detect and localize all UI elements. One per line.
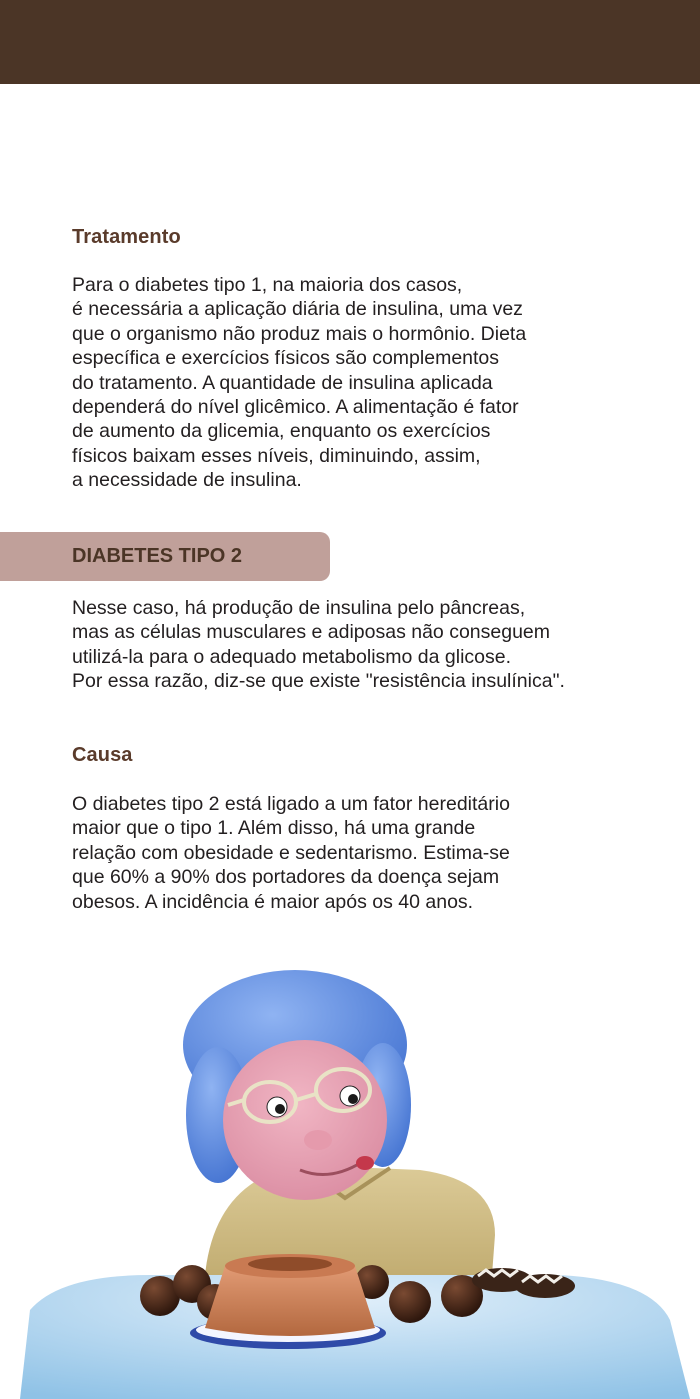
paragraph-line: Para o diabetes tipo 1, na maioria dos casos, — [72, 274, 463, 296]
type2-paragraph — [72, 596, 672, 694]
section-band-type2 — [0, 532, 330, 581]
paragraph-line: utilizá-la para o adequado metabolismo da glicose. — [72, 645, 512, 668]
paragraph-line: maior que o tipo 1. Além disso, há uma grande — [72, 817, 476, 840]
treatment-paragraph — [72, 273, 672, 493]
paragraph-line: obesos. A incidência é maior após os 40 anos. — [72, 890, 474, 913]
section-band-label: DIABETES TIPO 2 — [72, 545, 243, 567]
paragraph-line: do tratamento. A quantidade de insulina aplicada — [72, 371, 493, 394]
treatment-heading: Tratamento — [72, 226, 181, 248]
paragraph-line: é necessária a aplicação diária de insulina, uma vez — [72, 298, 523, 321]
paragraph-line: de aumento da glicemia, enquanto os exercícios — [72, 420, 491, 443]
paragraph-line: a necessidade de insulina. — [72, 469, 302, 492]
paragraph-line: O diabetes tipo 2 está ligado a um fator hereditário — [72, 793, 510, 815]
paragraph-line: específica e exercícios físicos são complementos — [72, 347, 500, 370]
grandmother-face — [223, 1040, 387, 1200]
paragraph-line: mas as células musculares e adiposas não conseguem — [72, 621, 551, 644]
paragraph-line: relação com obesidade e sedentarismo. Estima-se — [72, 841, 510, 864]
cause-paragraph — [72, 792, 672, 914]
paragraph-line: que o organismo não produz mais o hormônio. Dieta — [72, 322, 527, 345]
grandmother-dessert-illustration — [0, 930, 700, 1399]
paragraph-line: Por essa razão, diz-se que existe "resistência insulínica". — [72, 670, 565, 693]
top-header-bar — [0, 0, 700, 84]
paragraph-line: Nesse caso, há produção de insulina pelo pâncreas, — [72, 597, 526, 619]
cause-heading: Causa — [72, 744, 133, 766]
paragraph-line: dependerá do nível glicêmico. A alimentação é fator — [72, 396, 519, 419]
paragraph-line: físicos baixam esses níveis, diminuindo, assim, — [72, 444, 481, 467]
paragraph-line: que 60% a 90% dos portadores da doença sejam — [72, 866, 500, 889]
